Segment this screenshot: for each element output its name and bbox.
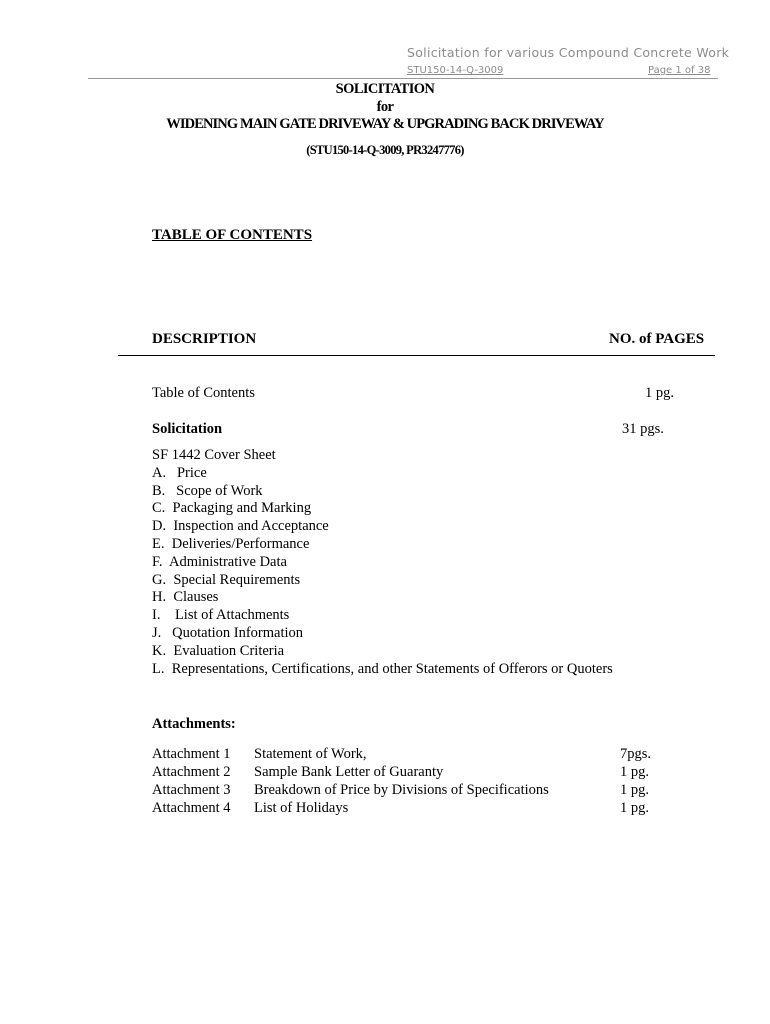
project-reference: (STU150-14-Q-3009, PR3247776) [306, 143, 464, 157]
list-item: L. Representations, Certifications, and other Statements of Offerors or Quoters [152, 660, 613, 677]
attachment-pages: 1 pg. [620, 800, 649, 816]
attachment-label: Attachment 4 [152, 800, 231, 816]
list-item: I. List of Attachments [152, 607, 290, 624]
attachment-description: Breakdown of Price by Divisions of Specifications [254, 782, 549, 798]
attachment-description: Statement of Work, [254, 746, 367, 762]
attachment-row [152, 763, 712, 781]
column-header-divider [118, 355, 715, 356]
attachment-description: Sample Bank Letter of Guaranty [254, 764, 444, 780]
attachment-label: Attachment 2 [152, 764, 231, 780]
pages-column-header: NO. of PAGES [609, 331, 705, 347]
running-header-title: Solicitation for various Compound Concrete Work [407, 45, 730, 60]
list-item: D. Inspection and Acceptance [152, 518, 329, 535]
list-item: SF 1442 Cover Sheet [152, 447, 276, 463]
project-title: WIDENING MAIN GATE DRIVEWAY & UPGRADING BACK DRIVEWAY [166, 116, 604, 132]
list-item: C. Packaging and Marking [152, 500, 312, 517]
toc-entry-label: Table of Contents [152, 385, 255, 401]
attachments-heading: Attachments: [152, 716, 236, 732]
attachment-row [152, 781, 712, 799]
title-for: for [376, 99, 394, 115]
attachment-pages: 7pgs. [620, 746, 652, 762]
attachment-pages: 1 pg. [620, 764, 649, 780]
header-divider [88, 78, 718, 79]
solicitation-sections-list [152, 447, 613, 678]
attachment-pages: 1 pg. [620, 782, 649, 798]
description-column-header: DESCRIPTION [152, 331, 257, 347]
list-item: G. Special Requirements [152, 571, 301, 588]
running-header-reference: STU150-14-Q-3009 [407, 65, 504, 76]
attachment-label: Attachment 3 [152, 782, 231, 798]
toc-entry-pages: 1 pg. [645, 385, 674, 401]
list-item: E. Deliveries/Performance [152, 535, 310, 552]
list-item: B. Scope of Work [152, 482, 263, 499]
toc-heading: TABLE OF CONTENTS [152, 227, 313, 243]
attachment-row [152, 799, 712, 817]
list-item: F. Administrative Data [152, 553, 287, 570]
attachment-row [152, 745, 712, 763]
attachment-label: Attachment 1 [152, 746, 231, 762]
solicitation-title: SOLICITATION [335, 81, 435, 97]
running-header-page-number: Page 1 of 38 [648, 65, 711, 76]
list-item: K. Evaluation Criteria [152, 642, 285, 659]
toc-entry-pages: 31 pgs. [622, 421, 664, 437]
list-item: A. Price [152, 464, 207, 481]
attachment-description: List of Holidays [254, 800, 349, 816]
list-item: H. Clauses [152, 589, 219, 606]
list-item: J. Quotation Information [152, 624, 304, 641]
toc-entry-label: Solicitation [152, 421, 223, 437]
